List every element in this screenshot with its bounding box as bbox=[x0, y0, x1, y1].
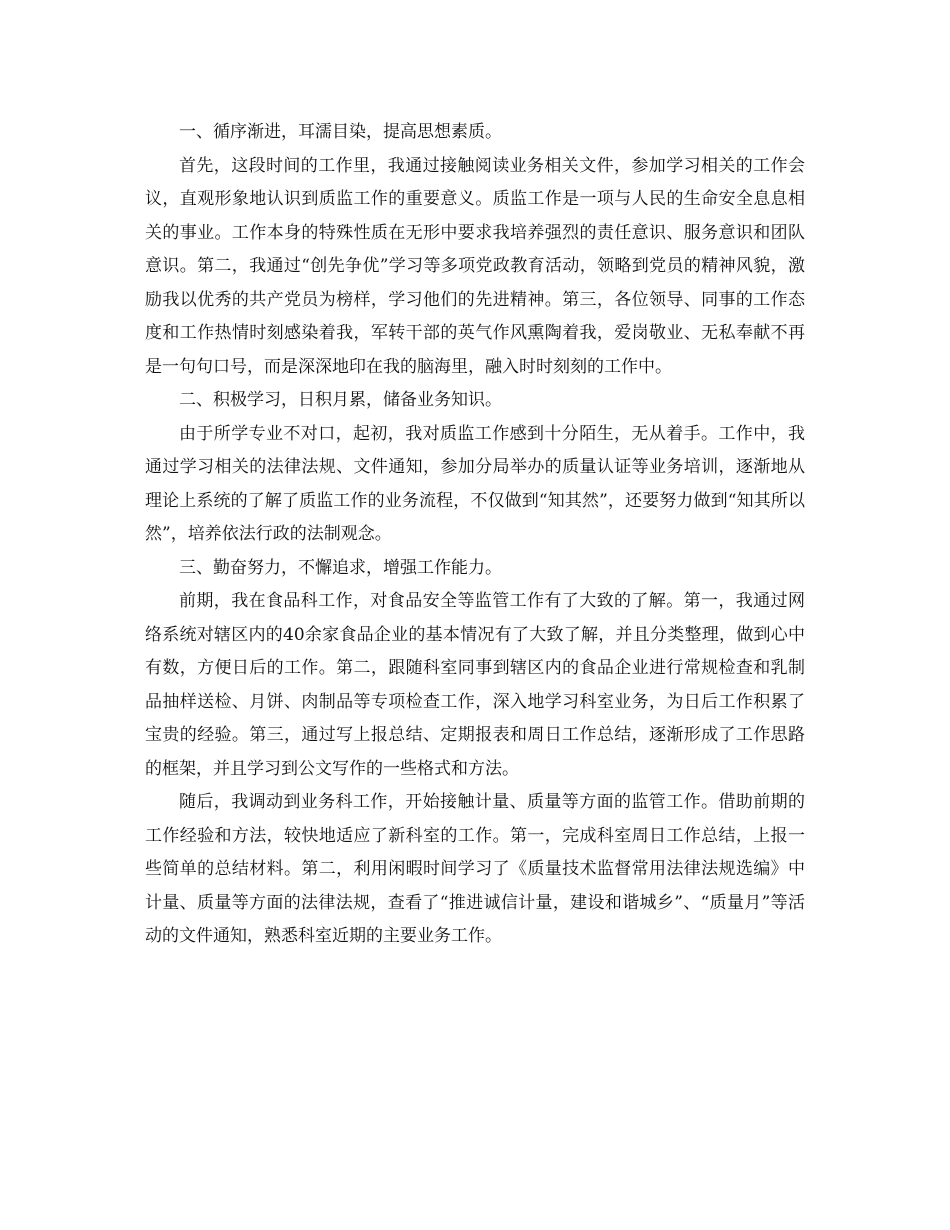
paragraph-business-knowledge: 由于所学专业不对口，起初，我对质监工作感到十分陌生，无从着手。工作中，我通过学习相关的法律法规、文件通知，参加分局举办的质量认证等业务培训，逐渐地从理论上系统的了解了质监工作的业务流程，不仅做到“知其然”，还要努力做到“知其所以然”，培养依法行政的法制观念。 bbox=[145, 423, 805, 544]
section-heading-3: 三、勤奋努力，不懈追求，增强工作能力。 bbox=[179, 557, 502, 578]
paragraph-food-department: 前期，我在食品科工作，对食品安全等监管工作有了大致的了解。第一，我通过网络系统对辖区内的40余家食品企业的基本情况有了大致了解，并且分类整理，做到心中有数，方便日后的工作。第二，跟随科室同事到辖区内的食品企业进行常规检查和乳制品抽样送检、月饼、肉制品等专项检查工作，深入地学习科室业务，为日后工作积累了宝贵的经验。第三，通过写上报总结、定期报表和周日工作总结，逐渐形成了工作思路的框架，并且学习到公文写作的一些格式和方法。 bbox=[145, 591, 805, 779]
section-heading-2: 二、积极学习，日积月累，储备业务知识。 bbox=[179, 390, 502, 410]
paragraph-business-department: 随后，我调动到业务科工作，开始接触计量、质量等方面的监管工作。借助前期的工作经验和方法，较快地适应了新科室的工作。第一，完成科室周日工作总结，上报一些简单的总结材料。第二，利用闲暇时间学习了《质量技术监督常用法律法规选编》中计量、质量等方面的法律法规，查看了“推进诚信计量，建设和谐城乡”、“质量月”等活动的文件通知，熟悉科室近期的主要业务工作。 bbox=[145, 792, 805, 946]
section-heading-1: 一、循序渐进，耳濡目染，提高思想素质。 bbox=[179, 122, 502, 142]
paragraph-thought-quality: 首先，这段时间的工作里，我通过接触阅读业务相关文件，参加学习相关的工作会议，直观形象地认识到质监工作的重要意义。质监工作是一项与人民的生命安全息息相关的事业。工作本身的特殊性质在无形中要求我培养强烈的责任意识、服务意识和团队意识。第二，我通过“创先争优”学习等多项党政教育活动，领略到党员的精神风貌，激励我以优秀的共产党员为榜样，学习他们的先进精神。第三，各位领导、同事的工作态度和工作热情时刻感染着我，军转干部的英气作风熏陶着我，爱岗敬业、无私奉献不再是一句句口号，而是深深地印在我的脑海里，融入时时刻刻的工作中。 bbox=[145, 155, 805, 377]
document-body bbox=[145, 116, 805, 954]
